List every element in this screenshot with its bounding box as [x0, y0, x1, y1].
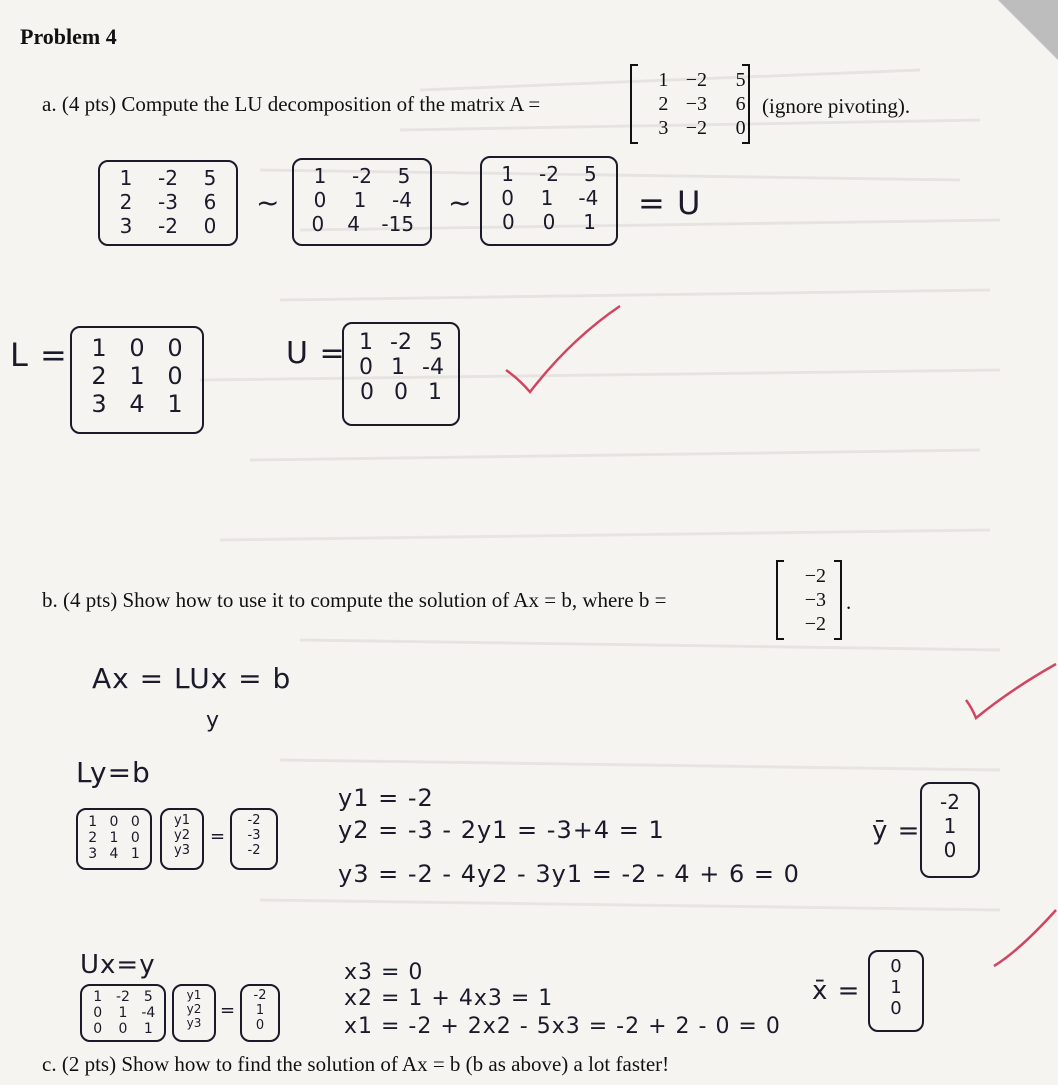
matrix-a-row: 3 −2 0	[658, 117, 746, 139]
hw-tilde: ~	[256, 186, 281, 219]
grader-check-icon	[960, 650, 1058, 730]
folded-corner	[998, 0, 1058, 60]
grader-check-icon	[990, 900, 1058, 980]
grader-check-icon	[500, 300, 630, 400]
hw-ybar-label: ȳ =	[872, 816, 921, 846]
vector-b-entry: −2	[804, 613, 826, 635]
hw-ly-b-label: Ly=b	[76, 756, 151, 789]
hw-y3-equation: y3 = -2 - 4y2 - 3y1 = -2 - 4 + 6 = 0	[338, 860, 800, 888]
hw-matrix-u-final: 1 -2 5 0 1 -4 0 0 1	[342, 322, 460, 426]
part-a-prompt: a. (4 pts) Compute the LU decomposition of the matrix A =	[42, 92, 541, 116]
hw-x2-equation: x2 = 1 + 4x3 = 1	[344, 986, 554, 1011]
vector-b-entry: −2	[804, 565, 826, 587]
hw-equals: =	[220, 1000, 237, 1021]
hw-matrix-u: 1 -2 5 0 1 -4 0 0 1	[480, 156, 618, 246]
hw-y1-equation: y1 = -2	[338, 784, 434, 812]
hw-x1-equation: x1 = -2 + 2x2 - 5x3 = -2 + 2 - 0 = 0	[344, 1014, 781, 1039]
problem-title: Problem 4	[20, 24, 117, 49]
vector-b-period: .	[846, 590, 852, 614]
hw-matrix-original: 1 -2 5 2 -3 6 3 -2 0	[98, 160, 238, 246]
hw-xbar-label: x̄ =	[812, 976, 861, 1006]
matrix-a	[630, 64, 750, 144]
hw-y-underbrace: y	[206, 708, 221, 733]
hw-vector-y: y1 y2 y3	[160, 808, 204, 870]
hw-x3-equation: x3 = 0	[344, 960, 424, 985]
vector-b-entry: −3	[804, 589, 826, 611]
part-b-prompt: b. (4 pts) Show how to use it to compute the solution of Ax = b, where b =	[42, 588, 667, 612]
hw-tilde: ~	[448, 186, 473, 219]
hw-vector-xbar: 0 1 0	[868, 950, 924, 1032]
hw-matrix-step1: 1 -2 5 0 1 -4 0 4 -15	[292, 158, 432, 246]
part-c-prompt: c. (2 pts) Show how to find the solution of Ax = b (b as above) a lot faster!	[42, 1052, 673, 1077]
hw-vector-rhs: -2 1 0	[240, 984, 280, 1042]
hw-matrix-l: 1 0 0 2 1 0 3 4 1	[70, 326, 204, 434]
hw-vector-b: -2 -3 -2	[230, 808, 278, 870]
matrix-a-row: 2 −3 6	[658, 93, 746, 115]
hw-equals: =	[210, 826, 227, 847]
hw-matrix-ux: 1 -2 5 0 1 -4 0 0 1	[80, 984, 166, 1042]
hw-vector-x: y1 y2 y3	[172, 984, 216, 1042]
hw-ux-y-label: Ux=y	[80, 950, 156, 980]
hw-l-label: L =	[10, 336, 68, 374]
hw-equals-u: = U	[638, 184, 702, 222]
vector-b	[776, 560, 842, 640]
hw-ax-lux-b: Ax = LUx = b	[92, 662, 292, 695]
part-a-suffix: (ignore pivoting).	[762, 94, 911, 118]
hw-matrix-ly: 1 0 0 2 1 0 3 4 1	[76, 808, 152, 870]
matrix-a-row: 1 −2 5	[658, 69, 746, 91]
hw-u-label: U =	[286, 336, 346, 371]
hw-vector-ybar: -2 1 0	[920, 782, 980, 878]
hw-y2-equation: y2 = -3 - 2y1 = -3+4 = 1	[338, 816, 665, 844]
